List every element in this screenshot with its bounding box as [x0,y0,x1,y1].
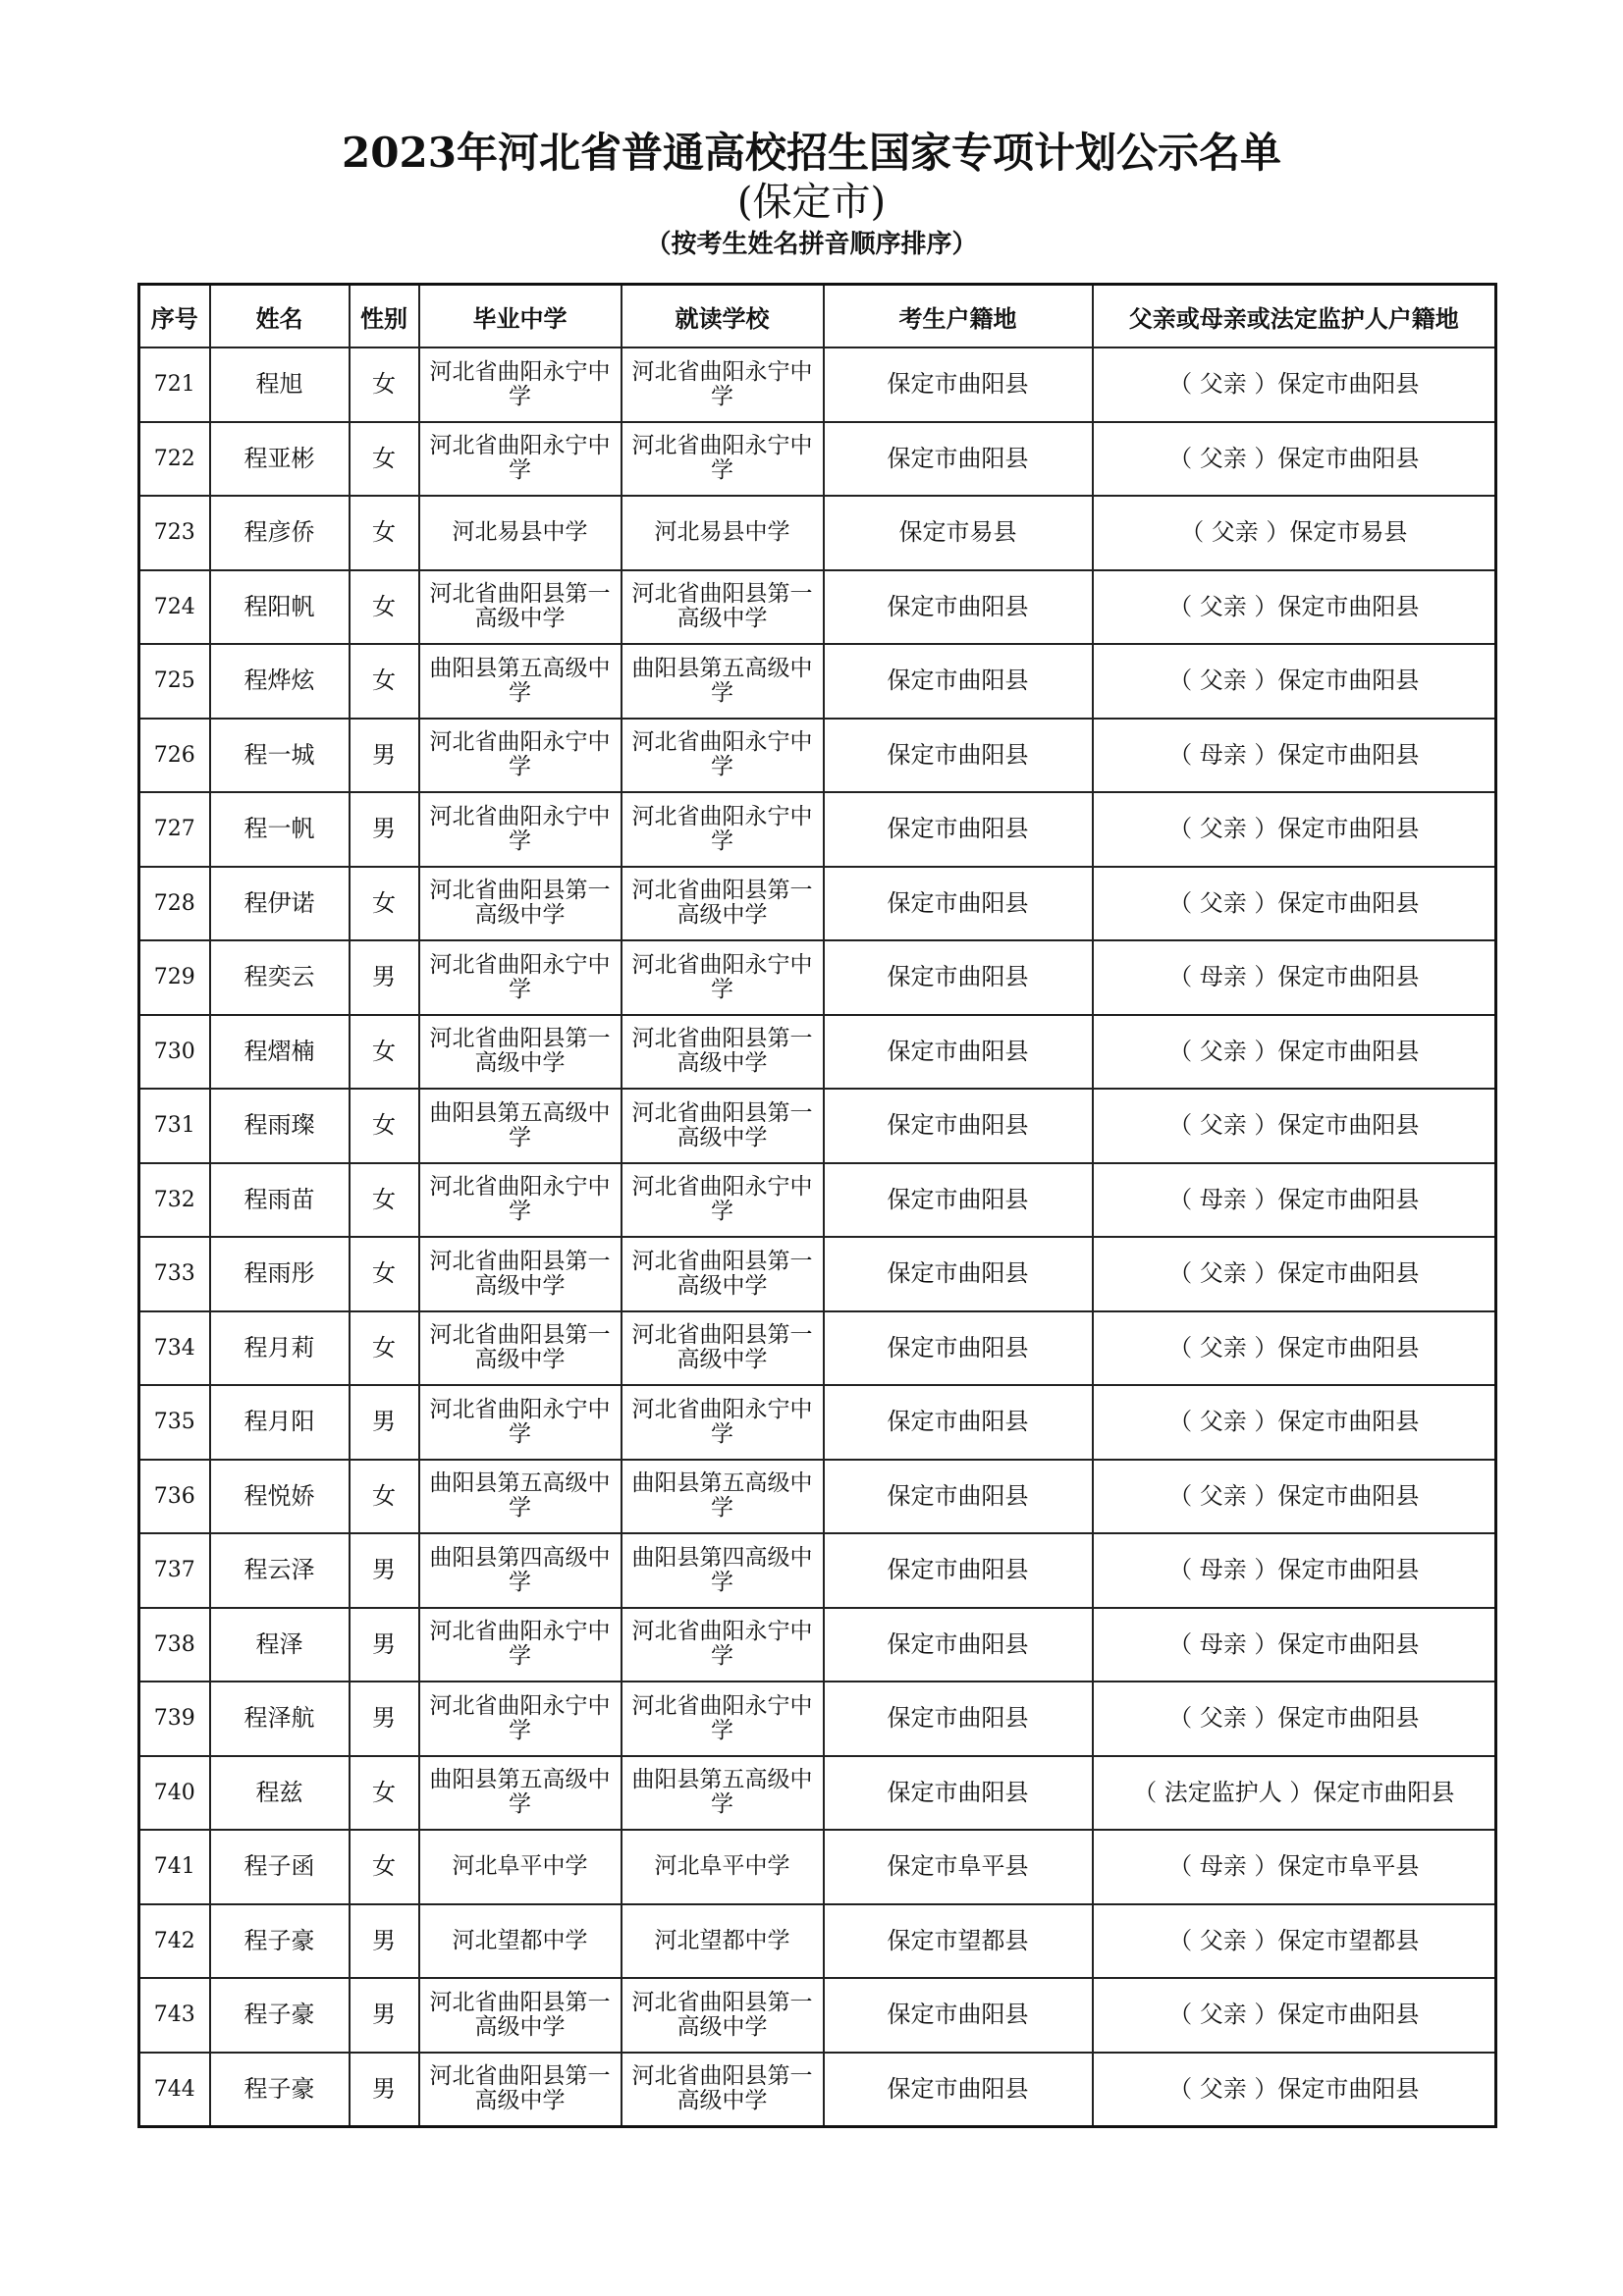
cell-grad-school: 河北省曲阳县第一高级中学 [419,2053,622,2127]
cell-seq: 742 [139,1904,210,1979]
cell-gender: 男 [350,1978,419,2053]
cell-current-school: 河北省曲阳永宁中学 [622,347,824,422]
column-header-seq: 序号 [139,285,210,348]
table-row [139,940,1496,1015]
table-row [139,1163,1496,1238]
cell-name: 程子豪 [210,1904,350,1979]
cell-seq: 733 [139,1237,210,1311]
cell-gender: 女 [350,496,419,570]
table-row [139,347,1496,422]
table-row [139,644,1496,719]
cell-gender: 女 [350,1460,419,1534]
cell-seq: 732 [139,1163,210,1238]
cell-current-school: 曲阳县第五高级中学 [622,1460,824,1534]
cell-gender: 女 [350,1756,419,1831]
table-row [139,422,1496,497]
cell-household: 保定市曲阳县 [824,940,1093,1015]
cell-seq: 727 [139,792,210,867]
cell-seq: 726 [139,719,210,793]
cell-household: 保定市曲阳县 [824,1385,1093,1460]
cell-name: 程月莉 [210,1311,350,1386]
cell-gender: 男 [350,940,419,1015]
page-title: 2023年河北省普通高校招生国家专项计划公示名单 [342,129,1281,177]
column-header-household: 考生户籍地 [824,285,1093,348]
column-header-name: 姓名 [210,285,350,348]
cell-current-school: 河北省曲阳永宁中学 [622,1608,824,1682]
cell-name: 程兹 [210,1756,350,1831]
cell-household: 保定市曲阳县 [824,570,1093,645]
cell-name: 程子豪 [210,2053,350,2127]
cell-name: 程子豪 [210,1978,350,2053]
table-row [139,1682,1496,1756]
cell-gender: 男 [350,719,419,793]
table-row [139,1533,1496,1608]
cell-household: 保定市曲阳县 [824,1533,1093,1608]
cell-seq: 741 [139,1830,210,1904]
cell-household: 保定市望都县 [824,1904,1093,1979]
cell-name: 程伊诺 [210,867,350,941]
cell-seq: 731 [139,1089,210,1163]
cell-guardian: （ 父亲 ）保定市曲阳县 [1093,1311,1496,1386]
cell-current-school: 河北望都中学 [622,1904,824,1979]
table-row [139,867,1496,941]
cell-name: 程一帆 [210,792,350,867]
table-row [139,570,1496,645]
cell-seq: 738 [139,1608,210,1682]
cell-seq: 723 [139,496,210,570]
cell-seq: 736 [139,1460,210,1534]
cell-household: 保定市曲阳县 [824,1311,1093,1386]
cell-name: 程彦侨 [210,496,350,570]
cell-name: 程子函 [210,1830,350,1904]
cell-household: 保定市曲阳县 [824,1163,1093,1238]
cell-guardian: （ 法定监护人 ）保定市曲阳县 [1093,1756,1496,1831]
cell-grad-school: 河北望都中学 [419,1904,622,1979]
cell-grad-school: 河北省曲阳永宁中学 [419,792,622,867]
cell-guardian: （ 父亲 ）保定市曲阳县 [1093,1978,1496,2053]
cell-grad-school: 河北省曲阳永宁中学 [419,422,622,497]
cell-household: 保定市曲阳县 [824,1756,1093,1831]
roster-table [137,283,1497,2128]
cell-grad-school: 河北省曲阳永宁中学 [419,1682,622,1756]
cell-name: 程亚彬 [210,422,350,497]
cell-seq: 734 [139,1311,210,1386]
cell-grad-school: 河北省曲阳县第一高级中学 [419,1015,622,1090]
table-row [139,1904,1496,1979]
column-header-guardian: 父亲或母亲或法定监护人户籍地 [1093,285,1496,348]
cell-grad-school: 曲阳县第五高级中学 [419,1089,622,1163]
table-row [139,1830,1496,1904]
cell-grad-school: 河北省曲阳永宁中学 [419,719,622,793]
cell-guardian: （ 父亲 ）保定市曲阳县 [1093,2053,1496,2127]
cell-guardian: （ 母亲 ）保定市曲阳县 [1093,940,1496,1015]
cell-gender: 女 [350,347,419,422]
cell-guardian: （ 父亲 ）保定市曲阳县 [1093,644,1496,719]
cell-household: 保定市曲阳县 [824,1608,1093,1682]
table-row [139,1608,1496,1682]
cell-current-school: 河北省曲阳县第一高级中学 [622,1089,824,1163]
cell-grad-school: 河北省曲阳永宁中学 [419,1385,622,1460]
cell-household: 保定市曲阳县 [824,719,1093,793]
cell-seq: 740 [139,1756,210,1831]
cell-household: 保定市曲阳县 [824,347,1093,422]
cell-current-school: 河北省曲阳永宁中学 [622,719,824,793]
cell-seq: 744 [139,2053,210,2127]
cell-household: 保定市曲阳县 [824,2053,1093,2127]
cell-grad-school: 河北省曲阳永宁中学 [419,1608,622,1682]
cell-household: 保定市曲阳县 [824,1015,1093,1090]
cell-name: 程雨彤 [210,1237,350,1311]
cell-current-school: 河北省曲阳县第一高级中学 [622,570,824,645]
cell-current-school: 河北阜平中学 [622,1830,824,1904]
cell-current-school: 河北省曲阳县第一高级中学 [622,1978,824,2053]
cell-grad-school: 河北省曲阳县第一高级中学 [419,1237,622,1311]
cell-gender: 男 [350,1904,419,1979]
cell-name: 程云泽 [210,1533,350,1608]
cell-current-school: 河北省曲阳永宁中学 [622,1682,824,1756]
cell-seq: 729 [139,940,210,1015]
cell-household: 保定市易县 [824,496,1093,570]
cell-seq: 739 [139,1682,210,1756]
cell-guardian: （ 父亲 ）保定市曲阳县 [1093,347,1496,422]
cell-grad-school: 河北省曲阳县第一高级中学 [419,1311,622,1386]
table-row [139,1089,1496,1163]
table-row [139,496,1496,570]
table-row [139,719,1496,793]
cell-guardian: （ 母亲 ）保定市曲阳县 [1093,1533,1496,1608]
cell-grad-school: 河北省曲阳县第一高级中学 [419,1978,622,2053]
cell-gender: 女 [350,1830,419,1904]
cell-name: 程泽航 [210,1682,350,1756]
cell-seq: 730 [139,1015,210,1090]
cell-current-school: 曲阳县第五高级中学 [622,1756,824,1831]
cell-current-school: 河北省曲阳县第一高级中学 [622,1015,824,1090]
cell-current-school: 河北省曲阳永宁中学 [622,792,824,867]
cell-guardian: （ 母亲 ）保定市曲阳县 [1093,719,1496,793]
cell-guardian: （ 父亲 ）保定市曲阳县 [1093,1015,1496,1090]
column-header-current-school: 就读学校 [622,285,824,348]
cell-gender: 女 [350,422,419,497]
cell-name: 程雨璨 [210,1089,350,1163]
table-header-row [139,285,1496,348]
cell-gender: 女 [350,644,419,719]
cell-current-school: 河北省曲阳县第一高级中学 [622,867,824,941]
table-row [139,792,1496,867]
cell-grad-school: 河北阜平中学 [419,1830,622,1904]
cell-guardian: （ 母亲 ）保定市阜平县 [1093,1830,1496,1904]
cell-grad-school: 曲阳县第五高级中学 [419,1756,622,1831]
cell-guardian: （ 母亲 ）保定市曲阳县 [1093,1608,1496,1682]
cell-current-school: 河北省曲阳县第一高级中学 [622,1237,824,1311]
cell-household: 保定市曲阳县 [824,1089,1093,1163]
cell-household: 保定市曲阳县 [824,792,1093,867]
table-row [139,1385,1496,1460]
cell-grad-school: 曲阳县第五高级中学 [419,644,622,719]
cell-grad-school: 曲阳县第五高级中学 [419,1460,622,1534]
cell-guardian: （ 父亲 ）保定市曲阳县 [1093,1089,1496,1163]
cell-seq: 737 [139,1533,210,1608]
cell-gender: 男 [350,1682,419,1756]
cell-gender: 女 [350,1163,419,1238]
cell-household: 保定市曲阳县 [824,644,1093,719]
cell-guardian: （ 父亲 ）保定市曲阳县 [1093,792,1496,867]
cell-guardian: （ 父亲 ）保定市曲阳县 [1093,1385,1496,1460]
cell-guardian: （ 父亲 ）保定市曲阳县 [1093,1237,1496,1311]
cell-household: 保定市曲阳县 [824,1682,1093,1756]
table-row [139,1460,1496,1534]
cell-current-school: 河北省曲阳县第一高级中学 [622,2053,824,2127]
cell-seq: 724 [139,570,210,645]
cell-gender: 女 [350,570,419,645]
table-body [139,347,1496,2127]
cell-grad-school: 河北省曲阳永宁中学 [419,1163,622,1238]
column-header-gender: 性别 [350,285,419,348]
cell-seq: 725 [139,644,210,719]
cell-grad-school: 河北省曲阳县第一高级中学 [419,570,622,645]
table-row [139,1978,1496,2053]
cell-name: 程熠楠 [210,1015,350,1090]
cell-guardian: （ 父亲 ）保定市曲阳县 [1093,570,1496,645]
cell-household: 保定市阜平县 [824,1830,1093,1904]
cell-gender: 女 [350,867,419,941]
cell-name: 程一城 [210,719,350,793]
cell-grad-school: 河北易县中学 [419,496,622,570]
cell-gender: 男 [350,1533,419,1608]
cell-seq: 728 [139,867,210,941]
cell-household: 保定市曲阳县 [824,1978,1093,2053]
cell-name: 程奕云 [210,940,350,1015]
page-subtitle: (保定市) [736,180,887,225]
cell-seq: 743 [139,1978,210,2053]
cell-name: 程烨炫 [210,644,350,719]
cell-name: 程旭 [210,347,350,422]
table-row [139,1756,1496,1831]
cell-guardian: （ 父亲 ）保定市曲阳县 [1093,1682,1496,1756]
table-row [139,1237,1496,1311]
cell-household: 保定市曲阳县 [824,1460,1093,1534]
cell-gender: 女 [350,1311,419,1386]
cell-gender: 女 [350,1015,419,1090]
cell-gender: 男 [350,792,419,867]
table-row [139,1311,1496,1386]
table-row [139,2053,1496,2127]
cell-gender: 女 [350,1237,419,1311]
cell-current-school: 河北省曲阳永宁中学 [622,422,824,497]
cell-household: 保定市曲阳县 [824,422,1093,497]
cell-seq: 721 [139,347,210,422]
cell-name: 程月阳 [210,1385,350,1460]
cell-gender: 男 [350,1385,419,1460]
cell-current-school: 曲阳县第四高级中学 [622,1533,824,1608]
table-row [139,1015,1496,1090]
cell-name: 程悦娇 [210,1460,350,1534]
cell-current-school: 河北省曲阳县第一高级中学 [622,1311,824,1386]
cell-name: 程雨苗 [210,1163,350,1238]
sort-note: （按考生姓名拼音顺序排序） [645,230,978,259]
cell-current-school: 河北省曲阳永宁中学 [622,1163,824,1238]
cell-current-school: 河北易县中学 [622,496,824,570]
cell-current-school: 河北省曲阳永宁中学 [622,940,824,1015]
cell-gender: 男 [350,2053,419,2127]
cell-guardian: （ 父亲 ）保定市曲阳县 [1093,1460,1496,1534]
cell-gender: 女 [350,1089,419,1163]
cell-name: 程泽 [210,1608,350,1682]
cell-seq: 735 [139,1385,210,1460]
cell-grad-school: 河北省曲阳永宁中学 [419,940,622,1015]
cell-guardian: （ 父亲 ）保定市望都县 [1093,1904,1496,1979]
cell-household: 保定市曲阳县 [824,867,1093,941]
cell-grad-school: 河北省曲阳永宁中学 [419,347,622,422]
cell-name: 程阳帆 [210,570,350,645]
cell-grad-school: 曲阳县第四高级中学 [419,1533,622,1608]
cell-guardian: （ 父亲 ）保定市易县 [1093,496,1496,570]
cell-guardian: （ 父亲 ）保定市曲阳县 [1093,867,1496,941]
cell-guardian: （ 母亲 ）保定市曲阳县 [1093,1163,1496,1238]
cell-seq: 722 [139,422,210,497]
cell-gender: 男 [350,1608,419,1682]
cell-current-school: 曲阳县第五高级中学 [622,644,824,719]
cell-guardian: （ 父亲 ）保定市曲阳县 [1093,422,1496,497]
cell-current-school: 河北省曲阳永宁中学 [622,1385,824,1460]
column-header-grad-school: 毕业中学 [419,285,622,348]
cell-grad-school: 河北省曲阳县第一高级中学 [419,867,622,941]
cell-household: 保定市曲阳县 [824,1237,1093,1311]
